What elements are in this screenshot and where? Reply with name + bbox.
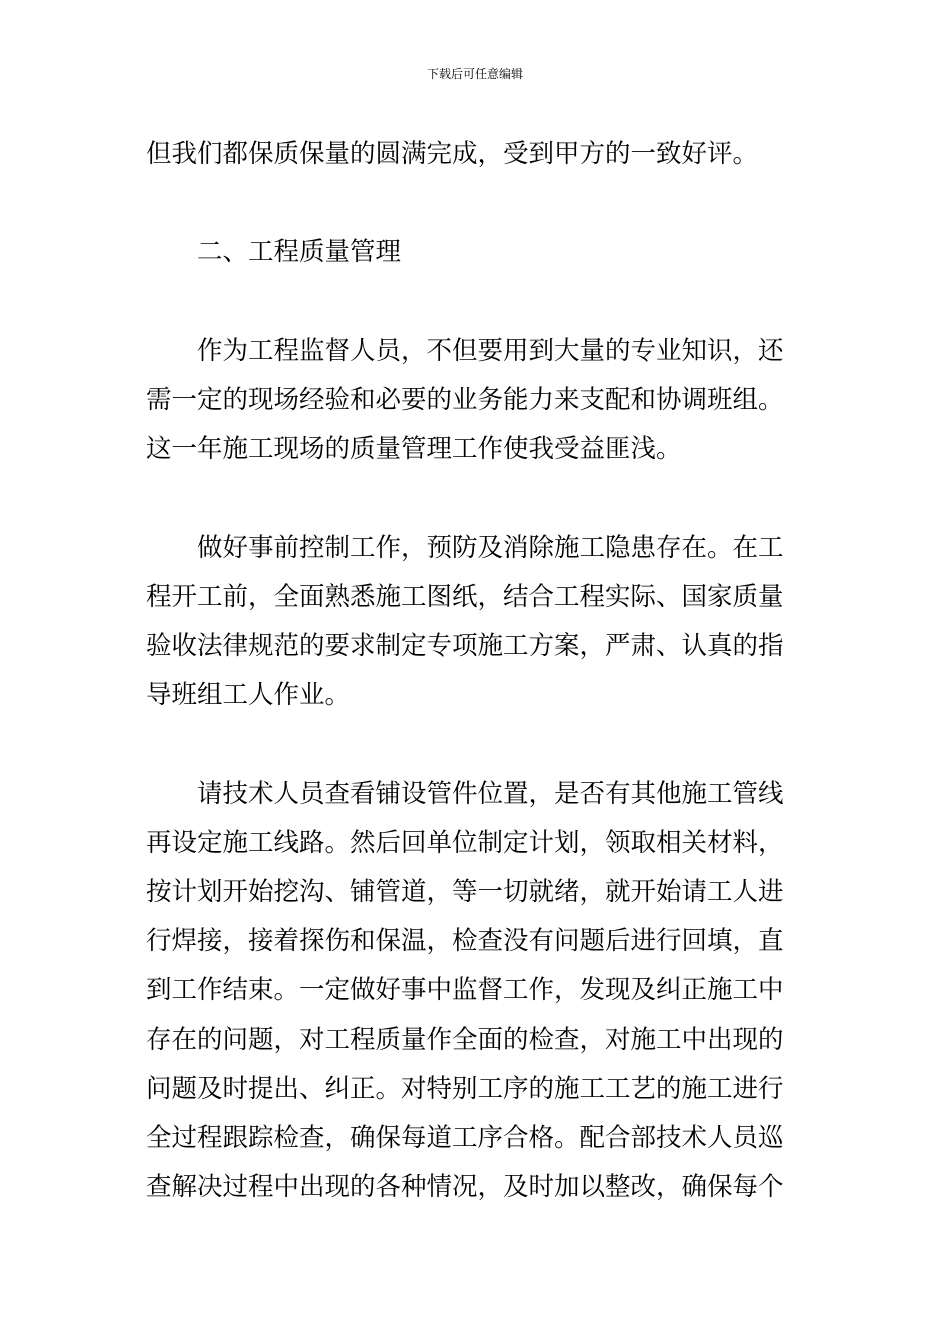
text-line: 验收法律规范的要求制定专项施工方案，严肃、认真的指 [146,630,784,661]
text-line: 做好事前控制工作，预防及消除施工隐患存在。在工 [146,532,784,563]
text-line: 需一定的现场经验和必要的业务能力来支配和协调班组。 [146,384,784,415]
paragraph-gap [146,179,806,228]
paragraph-pre-control [146,524,806,721]
text-line: 导班组工人作业。 [146,680,351,711]
text-line: 程开工前，全面熟悉施工图纸，结合工程实际、国家质量 [146,581,784,612]
paragraph-construction-process [146,770,806,1213]
paragraph-gap [146,720,806,769]
text-line: 到工作结束。一定做好事中监督工作，发现及纠正施工中 [146,975,784,1006]
text-line: 请技术人员查看铺设管件位置，是否有其他施工管线 [146,778,784,809]
text-line: 再设定施工线路。然后回单位制定计划，领取相关材料， [146,827,784,858]
paragraph-gap [146,474,806,523]
text-line: 这一年施工现场的质量管理工作使我受益匪浅。 [146,434,682,465]
document-body [146,130,806,1212]
text-line: 但我们都保质保量的圆满完成，受到甲方的一致好评。 [146,139,759,169]
paragraph-supervisor-role [146,327,806,475]
text-line: 问题及时提出、纠正。对特别工序的施工工艺的施工进行 [146,1073,784,1104]
text-line: 作为工程监督人员，不但要用到大量的专业知识，还 [146,335,784,366]
paragraph-gap [146,278,806,327]
text-line: 查解决过程中出现的各种情况，及时加以整改，确保每个 [146,1172,784,1203]
page-header: 下载后可任意编辑 [426,67,523,81]
text-line: 行焊接，接着探伤和保温，检查没有问题后进行回填，直 [146,926,784,957]
text-line: 全过程跟踪检查，确保每道工序合格。配合部技术人员巡 [146,1123,784,1153]
text-line: 存在的问题，对工程质量作全面的检查，对施工中出现的 [146,1024,784,1055]
text-line: 按计划开始挖沟、铺管道，等一切就绪，就开始请工人进 [146,876,784,907]
text-line: 二、工程质量管理 [146,237,402,268]
section-heading [146,228,806,277]
paragraph-closing-line [146,130,806,179]
